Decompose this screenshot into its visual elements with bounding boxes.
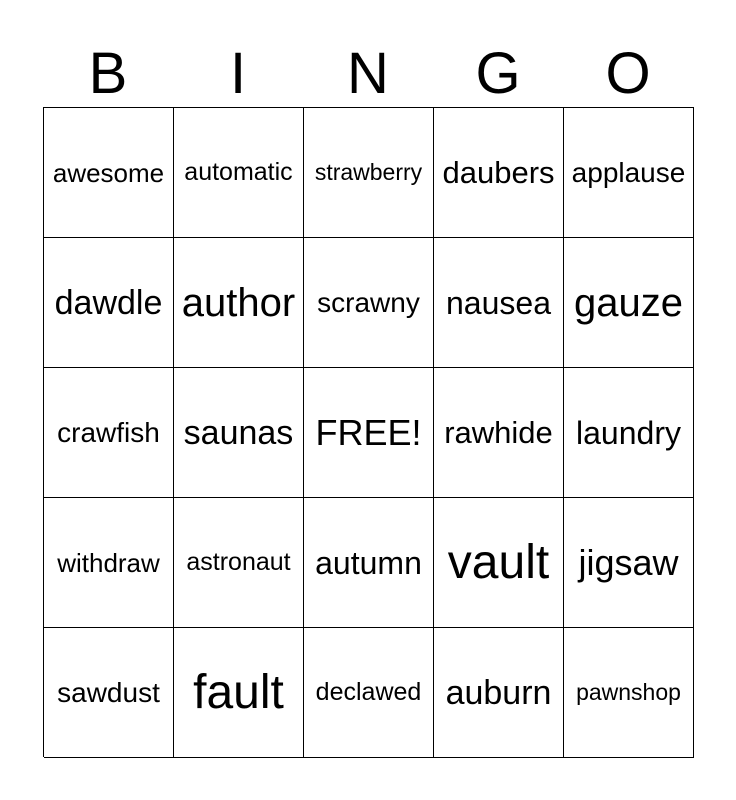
bingo-cell: jigsaw (564, 498, 694, 628)
bingo-cell: sawdust (44, 628, 174, 758)
bingo-cell: saunas (174, 368, 304, 498)
bingo-cell: dawdle (44, 238, 174, 368)
bingo-cell: autumn (304, 498, 434, 628)
bingo-cell: applause (564, 108, 694, 238)
bingo-cell: scrawny (304, 238, 434, 368)
header-letter-i: I (229, 41, 247, 106)
header-letter-o: O (605, 41, 651, 106)
bingo-cell: nausea (434, 238, 564, 368)
bingo-cell: declawed (304, 628, 434, 758)
header-letter-n: N (347, 41, 389, 106)
bingo-board (43, 107, 694, 757)
bingo-cell: astronaut (174, 498, 304, 628)
bingo-cell: gauze (564, 238, 694, 368)
bingo-cell: strawberry (304, 108, 434, 238)
bingo-cell: rawhide (434, 368, 564, 498)
header-letter-b: B (88, 41, 128, 106)
bingo-cell: vault (434, 498, 564, 628)
bingo-cell: author (174, 238, 304, 368)
bingo-cell: awesome (44, 108, 174, 238)
bingo-cell: crawfish (44, 368, 174, 498)
bingo-cell: withdraw (44, 498, 174, 628)
bingo-cell: automatic (174, 108, 304, 238)
bingo-cell: daubers (434, 108, 564, 238)
header-letter-g: G (475, 41, 521, 106)
bingo-cell: auburn (434, 628, 564, 758)
bingo-header (43, 40, 693, 108)
bingo-cell: fault (174, 628, 304, 758)
bingo-cell: laundry (564, 368, 694, 498)
free-space-cell: FREE! (304, 368, 434, 498)
bingo-cell: pawnshop (564, 628, 694, 758)
